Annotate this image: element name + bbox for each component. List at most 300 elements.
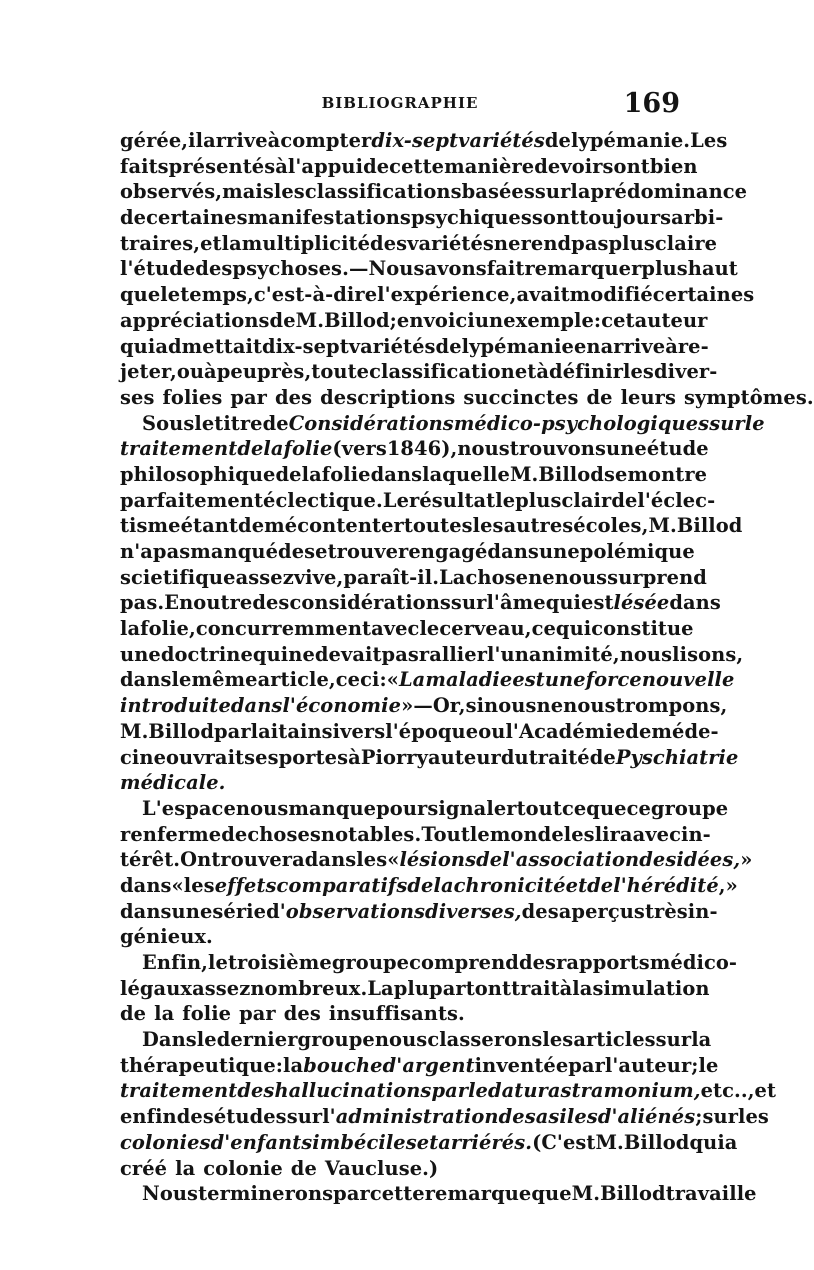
text-line <box>120 462 708 488</box>
word: la <box>691 1028 712 1052</box>
word: multiplicité <box>241 231 371 255</box>
word: lisons, <box>672 642 744 666</box>
word: de <box>278 540 305 563</box>
word: ont <box>474 976 512 1000</box>
word: étant <box>180 514 239 538</box>
word: le <box>208 951 228 974</box>
word: plupart <box>393 976 475 1000</box>
text-line <box>120 1181 757 1207</box>
word: c'est-à-dire <box>253 283 378 307</box>
text-line <box>120 642 744 668</box>
text-line <box>120 231 718 257</box>
word: une <box>538 540 580 563</box>
word: de <box>290 1156 317 1180</box>
word: deConsidérations <box>262 411 454 435</box>
word: imbéciles <box>312 1130 417 1154</box>
word: série <box>212 899 267 923</box>
word: des <box>195 257 233 281</box>
word: légaux <box>120 976 193 1000</box>
word: ne <box>528 565 555 589</box>
text-line <box>120 770 680 796</box>
word: que <box>531 1182 572 1206</box>
word: a <box>724 1130 738 1154</box>
word: pas <box>571 231 609 255</box>
word: M. <box>595 1130 624 1154</box>
text-line <box>120 411 765 437</box>
word: de <box>120 1002 147 1026</box>
word: cerveau, <box>439 617 532 641</box>
word: stramonium, <box>560 1079 701 1103</box>
word: constitue <box>591 617 694 641</box>
page-header <box>120 90 680 126</box>
word: le <box>495 488 516 512</box>
word: l'Académie <box>505 719 626 743</box>
text-line <box>120 1104 769 1130</box>
word: résultat <box>409 488 496 512</box>
word: pas <box>381 642 419 666</box>
word: insuffisants. <box>328 1002 465 1026</box>
word: n'a <box>120 540 153 563</box>
word: de <box>611 488 638 512</box>
word: des <box>237 1079 275 1103</box>
word: par <box>568 1053 605 1077</box>
word: que <box>120 283 161 307</box>
word: médico- <box>649 951 738 974</box>
word: à <box>275 154 288 178</box>
word: Billod <box>148 719 215 743</box>
word: M. <box>120 719 149 743</box>
text-line <box>120 796 729 822</box>
word: philosophique <box>120 462 276 486</box>
word: claire <box>654 231 718 255</box>
word: l'expérience, <box>377 283 517 307</box>
word: de <box>275 462 302 486</box>
word: le <box>468 1079 488 1103</box>
word: Nous <box>142 1182 199 1206</box>
word: diverses, <box>425 899 522 923</box>
word: d'argent <box>382 1053 475 1077</box>
word: est <box>512 668 545 692</box>
word: Billod <box>600 1182 666 1206</box>
word: trouvera <box>211 848 305 872</box>
word: médico-psychologiques <box>453 411 710 435</box>
word: d'aliénés; <box>597 1105 703 1129</box>
word: ne <box>493 231 521 255</box>
word: qui <box>689 1130 725 1154</box>
word: «La <box>386 668 426 692</box>
word: L'espace <box>142 796 236 820</box>
word: ses <box>120 385 155 409</box>
word: le <box>196 1028 217 1052</box>
word: à <box>204 360 217 384</box>
word: Dans <box>142 1028 197 1052</box>
word: dernier <box>216 1028 298 1052</box>
word: peu <box>216 360 258 384</box>
word: les <box>273 180 305 204</box>
word: sur <box>655 1028 692 1052</box>
word: faits <box>120 154 169 178</box>
word: et <box>754 1079 777 1103</box>
word: autres <box>503 514 574 538</box>
word: surprend <box>607 565 707 589</box>
word: cette <box>389 154 445 178</box>
word: une <box>171 899 213 923</box>
word: d'enfants <box>210 1130 313 1154</box>
word: ou <box>176 360 205 384</box>
word: groupe <box>650 796 729 820</box>
word: folie <box>182 1002 232 1026</box>
word: groupe <box>331 951 410 974</box>
word: Le <box>382 488 410 512</box>
word: in- <box>687 899 718 923</box>
word: manque <box>288 796 377 820</box>
word: doctrine <box>160 642 253 666</box>
word: de <box>237 437 264 461</box>
word: dans <box>120 873 172 897</box>
word: et <box>565 873 588 897</box>
word: de <box>363 154 390 178</box>
word: pas <box>152 540 191 563</box>
word: descriptions <box>320 385 456 409</box>
word: troisième <box>227 951 332 974</box>
word: M. <box>648 514 677 538</box>
word: notables. <box>320 822 422 846</box>
text-line <box>120 924 680 950</box>
word: l'étude <box>120 257 196 281</box>
word: leseffets <box>183 873 277 897</box>
text-line <box>120 1156 680 1182</box>
word: qui <box>120 334 156 358</box>
word: lira <box>594 822 633 846</box>
word: de <box>586 385 613 409</box>
word: remarquer <box>524 257 642 281</box>
word: ceci: <box>335 668 387 692</box>
word: le <box>194 411 215 435</box>
word: inventée <box>474 1053 569 1077</box>
text-line <box>120 873 738 899</box>
word: d'observations <box>266 899 426 923</box>
word: de <box>120 206 147 230</box>
text-line <box>120 1001 680 1027</box>
word: laquelle <box>422 462 510 486</box>
word: de <box>238 514 265 538</box>
word: pour <box>376 796 428 820</box>
word: par <box>431 1079 469 1103</box>
word: les <box>542 1028 574 1052</box>
word: tisme <box>120 514 181 538</box>
word: ne <box>288 642 315 666</box>
word: (C'est <box>532 1130 596 1154</box>
word: le <box>171 668 192 692</box>
word: assez <box>192 976 251 1000</box>
word: datura <box>487 1079 561 1103</box>
word: asiles <box>535 1105 598 1129</box>
word: Piorry <box>360 745 428 769</box>
word: la <box>175 1156 196 1180</box>
word: etc.., <box>700 1079 755 1103</box>
text-line <box>120 385 814 411</box>
word: — <box>413 694 433 718</box>
word: en <box>396 308 424 332</box>
word: » <box>725 873 738 897</box>
word: de <box>534 154 561 178</box>
word: qui <box>545 591 582 615</box>
word: l'appui <box>287 154 364 178</box>
word: ne <box>536 694 564 718</box>
word: avait <box>516 283 570 307</box>
word: traitement <box>120 437 238 461</box>
word: auteur <box>634 308 708 332</box>
word: concurremment <box>195 617 372 641</box>
word: maladie <box>425 668 513 692</box>
word: parfaitement <box>120 488 264 512</box>
word: travaille <box>665 1182 757 1206</box>
word: Tout <box>421 822 470 846</box>
word: méde- <box>651 719 719 743</box>
word: mais <box>222 180 274 204</box>
word: la <box>572 976 593 1000</box>
text-line <box>120 334 709 360</box>
word: dans <box>120 668 172 692</box>
word: de <box>221 822 248 846</box>
word: polémique <box>579 540 695 563</box>
word: l'hérédité <box>613 873 719 897</box>
word: ce <box>561 796 587 820</box>
word: idées, <box>676 848 741 872</box>
word: articles <box>573 1028 656 1052</box>
word: térêt. <box>120 848 181 872</box>
text-line <box>120 590 721 616</box>
word: considérations <box>289 591 451 615</box>
text-line <box>120 154 698 180</box>
word: étude <box>646 437 709 461</box>
word: monde <box>489 822 564 846</box>
word: créé <box>120 1156 168 1180</box>
word: assez <box>235 565 294 589</box>
word: les <box>563 822 595 846</box>
word: » <box>740 848 753 872</box>
word: « <box>171 873 184 897</box>
word: éclectique. <box>263 488 383 512</box>
word: présentés <box>168 154 276 178</box>
word: modifié <box>569 283 653 307</box>
word: traitement <box>120 1079 238 1103</box>
word: leurs <box>620 385 677 409</box>
word: aperçus <box>558 899 645 923</box>
text-line <box>120 1078 777 1104</box>
word: comparatifs <box>276 873 408 897</box>
word: Billod; <box>324 308 397 332</box>
text-line <box>120 1027 712 1053</box>
word: auteur <box>428 745 501 769</box>
word: variétés <box>407 231 494 255</box>
word: traires, <box>120 231 201 255</box>
text-line <box>120 128 728 154</box>
word: des <box>370 231 408 255</box>
text-line <box>120 745 739 771</box>
word: arrive <box>600 334 666 358</box>
word: compterdix-sept <box>280 129 459 152</box>
word: manière <box>444 154 535 178</box>
word: basées <box>461 180 535 204</box>
text-line <box>120 719 719 745</box>
word: re- <box>677 334 709 358</box>
word: M. <box>509 462 539 486</box>
word: M. <box>571 1182 601 1206</box>
word: toutes <box>403 514 473 538</box>
word: il <box>188 129 204 152</box>
word: la <box>221 231 242 255</box>
word: plus <box>641 257 688 281</box>
word: les <box>738 1105 769 1129</box>
word: la <box>154 1002 175 1026</box>
word: renferme <box>120 822 222 846</box>
word: portes <box>278 745 349 769</box>
word: l'association <box>502 848 640 872</box>
word: Billod <box>623 1130 690 1154</box>
text-line <box>120 616 694 642</box>
word: Enfin, <box>142 951 209 974</box>
text-line <box>120 513 743 539</box>
word: mécontenter <box>264 514 404 538</box>
word: l'âme <box>486 591 546 615</box>
word: trait <box>511 976 560 1000</box>
word: colonie <box>203 1156 283 1180</box>
word: de <box>544 129 571 152</box>
text-line <box>120 308 708 334</box>
word: de <box>407 873 434 897</box>
word: des <box>518 951 557 974</box>
word: très <box>644 899 688 923</box>
word: fait <box>486 257 525 281</box>
word: que <box>586 796 627 820</box>
word: cette <box>369 1182 425 1206</box>
word: Les <box>690 129 728 152</box>
word: force <box>585 668 642 692</box>
word: sont <box>602 154 650 178</box>
word: choses <box>247 822 321 846</box>
word: psychoses. <box>232 257 349 281</box>
word: des <box>498 1105 536 1129</box>
word: ainsi <box>287 719 341 743</box>
word: l'éclec- <box>637 488 716 512</box>
word: diver- <box>653 360 718 384</box>
text-line <box>120 1130 738 1156</box>
word: à <box>267 129 281 152</box>
word: Or, <box>432 694 466 718</box>
word: ce <box>626 796 651 820</box>
word: simulation <box>592 976 710 1000</box>
word: certaines <box>652 283 755 307</box>
word: si <box>465 694 485 718</box>
word: de <box>587 873 614 897</box>
word: la <box>301 462 322 486</box>
word: l'administration <box>322 1105 499 1129</box>
word: scietifique <box>120 565 236 589</box>
word: parlait <box>214 719 288 743</box>
word: nouvelle <box>641 668 735 692</box>
text-line <box>120 565 707 591</box>
word: même <box>191 668 258 692</box>
word: vers <box>340 719 386 743</box>
word: gérée, <box>120 129 189 152</box>
word: manifestations <box>247 206 411 230</box>
word: des <box>275 385 313 409</box>
word: variétés <box>458 129 545 152</box>
word: de <box>476 848 503 872</box>
text-line <box>120 847 753 873</box>
word: des <box>521 899 559 923</box>
word: jeter, <box>120 360 177 384</box>
word: trouver <box>327 540 409 563</box>
word: nous <box>484 694 537 718</box>
word: voir <box>560 154 603 178</box>
word: par <box>230 385 267 409</box>
word: haut <box>687 257 738 281</box>
word: classifications <box>304 180 462 204</box>
word: à <box>348 745 361 769</box>
word: avec <box>632 822 681 846</box>
word: arrive <box>203 129 268 152</box>
text-line <box>120 488 716 514</box>
text-line <box>120 282 755 308</box>
word: signaler <box>427 796 517 820</box>
word: une <box>606 437 647 461</box>
word: en <box>573 334 601 358</box>
word: labouche <box>283 1053 383 1077</box>
word: observés, <box>120 180 223 204</box>
text-line <box>120 256 738 282</box>
word: admettait <box>155 334 263 358</box>
word: qui <box>555 617 592 641</box>
word: sur <box>534 180 571 204</box>
word: de <box>269 308 296 332</box>
text-line <box>120 1053 719 1079</box>
word: et <box>514 360 537 384</box>
word: l'économie <box>282 694 402 718</box>
word: sur <box>450 591 487 615</box>
word: médicale. <box>120 771 226 795</box>
word: arriérés. <box>438 1130 533 1154</box>
word: vive, <box>293 565 344 589</box>
word: les <box>472 514 504 538</box>
word: exemple: <box>503 308 602 332</box>
word: traité <box>528 745 590 769</box>
word: — <box>348 257 369 281</box>
body-text <box>120 128 814 1207</box>
word: tout <box>516 796 562 820</box>
word: toute <box>311 360 370 384</box>
word: nous <box>457 437 510 461</box>
word: chose <box>465 565 529 589</box>
word: plus <box>515 488 562 512</box>
word: à <box>559 976 573 1000</box>
word: 1846), <box>386 437 458 461</box>
word: par <box>239 1002 276 1026</box>
word: classerons <box>427 1028 543 1052</box>
word: devait <box>314 642 382 666</box>
word: La <box>367 976 394 1000</box>
word: avons <box>424 257 487 281</box>
word: Billod <box>538 462 604 486</box>
word: nombreux. <box>250 976 368 1000</box>
word: dans <box>120 899 172 923</box>
word: nous <box>563 694 616 718</box>
word: manqué <box>190 540 279 563</box>
word: symptômes. <box>684 385 814 409</box>
word: temps, <box>180 283 254 307</box>
word: nous <box>374 1028 428 1052</box>
